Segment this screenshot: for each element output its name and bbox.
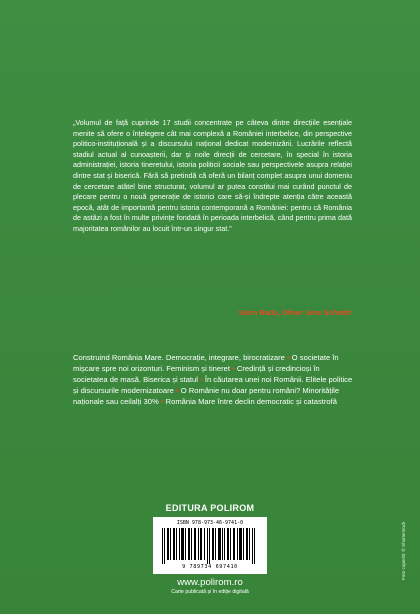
contents-item: România Mare între declin democratic și catastrofă: [165, 397, 337, 406]
edition-note: Carte publicată și în ediție digitală: [171, 589, 249, 595]
bullet-separator: •: [287, 353, 292, 362]
publisher-website: www.polirom.ro: [177, 577, 243, 588]
bullet-separator: •: [200, 375, 205, 384]
barcode-label: [153, 517, 267, 574]
contents-item: Construind România Mare. Democrație, integrare, birocratizare: [73, 353, 285, 362]
book-blurb-quote: „Volumul de față cuprinde 17 studii concentrate pe câteva dintre direcțiile esențiale menite să ofere o înțelegere cât mai complexă a României interbelice, din perspective politico-instituțională și a discursului național dedicat modernizării. Lucrările reflectă stadiul actual al cunoașterii, dar și noile direcții de cercetare, în special în istoria administrației, istoria tineretului, istoria politicii sociale sau perspectivele asupra relației dintre stat și biserică. Fără să pretindă că oferă un bilanț complet asupra unui domeniu de cercetare atâtel bine structurat, volumul ar putea constitui mai curând punctul de plecare pentru o nouă generație de istorici care să-și îndrepte atenția către această epocă, atât de importantă pentru istoria contemporană a României: pentru că România de astăzi a fost în multe privințe fondată în perioada interbelică, când pentru prima dată majoritatea românilor au locuit într-un singur stat.”: [73, 118, 352, 233]
table-of-contents: [73, 352, 355, 407]
bullet-separator: •: [232, 364, 237, 373]
publisher-block: [146, 503, 274, 595]
contents-item: Credință și credincioși în societatea de masă. Biserica și statul: [73, 364, 320, 384]
bullet-separator: •: [176, 386, 181, 395]
contents-item: În căutarea unei noi Românii. Elitele politice și discursurile modernizatoare: [73, 375, 353, 395]
barcode-icon: [160, 528, 260, 564]
isbn-text: ISBN 978-973-46-9741-0: [176, 520, 244, 526]
barcode-digits: 9 789734 697410: [182, 564, 238, 570]
quote-authors: Sorin Radu, Oliver Jens Schmitt: [238, 308, 351, 317]
publisher-name: EDITURA POLIROM: [165, 503, 255, 513]
contents-item: O Românie nu doar pentru români? Minoritățile naționale sau ceilalți 30%: [73, 386, 340, 406]
contents-item: O societate în mișcare spre noi orizonturi. Feminism și tineret: [73, 353, 339, 373]
bullet-separator: •: [160, 397, 166, 406]
photo-credit: Foto copertă: © Shutterstock: [401, 521, 406, 580]
